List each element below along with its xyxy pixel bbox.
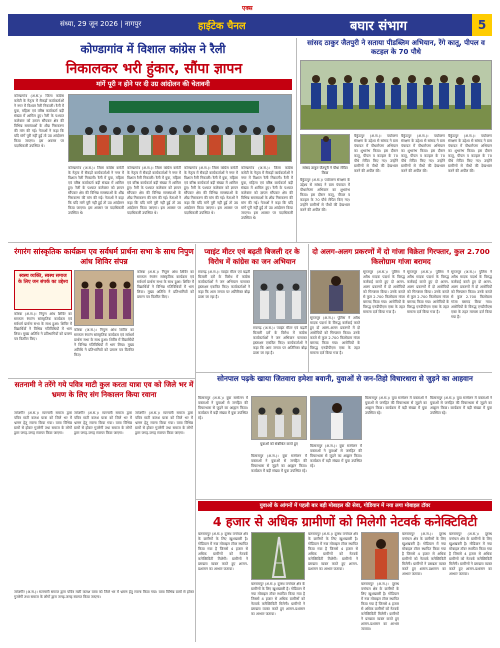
- story1-body-col4: कोण्डागांव (अ.स.)। जिला कांग्रेस कमेटी के नेतृत्व में सैकड़ों कार्यकर्ताओं ने नगर में विशाल रैली निकाली। रैली में युवा, महिला एवं वरिष्ठ कार्यकर्ता बड़ी संख्या में शामिल हुए। रैली के पश्चात कलेक्टर को ज्ञापन सौंपकर क्षेत्र की विभिन्न समस्याओं के शीघ्र निराकरण की मांग की गई। नेताओं ने कहा कि यदि मांगें पूरी नहीं हुईं तो उग्र आंदोलन किया जाएगा। इस अवसर पर पदाधिकारी उपस्थित थे।: [184, 166, 238, 215]
- story6-headline: सतनामी ने तरेंगे गये पवित्र माटी कुल करता यात्रा एव को जिले भर में भ्रमण के लिए संग निकालन किया रवाना: [14, 380, 194, 399]
- story6-body-col1: जांजगीर (अ.स.)। सतनामी समाज द्वारा पवित्र माटी कलश यात्रा को जिले भर में भ्रमण हेतु रवाना किया गया। यात्रा विभिन्न ग्रामों से होकर गुजरेगी तथा समाज के लोगों द्वारा जगह-जगह स्वागत किया जाएगा।: [14, 411, 72, 435]
- v-divider-1: [296, 38, 297, 242]
- speaker-photo: [311, 397, 362, 440]
- story2-body-col4: बैकुंठपुर (अ.स.)। पर्यावरण संरक्षण के उद्देश्य से सांसद ने ग्राम पंचायत में पौधारोपण अभियान का शुभारंभ किया। इस दौरान कातू, पीपल व कटहल के 70 पौधे रोपित किए गए। उन्होंने ग्रामीणों से पौधों की देखभाल करने की अपील की।: [448, 134, 492, 173]
- story6-body-col2: जांजगीर (अ.स.)। सतनामी समाज द्वारा पवित्र माटी कलश यात्रा को जिले भर में भ्रमण हेतु रवाना किया गया। यात्रा विभिन्न ग्रामों से होकर गुजरेगी तथा समाज के लोगों द्वारा जगह-जगह स्वागत किया जाएगा।: [74, 411, 132, 435]
- v-divider-2: [195, 244, 196, 642]
- tower-photo: [252, 533, 305, 580]
- story4-body-col2: रायगढ़ (अ.स.)। प्वाइंट मीटर एवं बढ़ती बिजली दरों के विरोध में कांग्रेस कार्यकर्ताओं ने जन अभियान चलाकर हस्ताक्षर एकत्रित किए। कार्यकर्ताओं ने कहा कि आम जनता पर अतिरिक्त बोझ डाला जा रहा है।: [253, 326, 307, 355]
- story8-photo-2: [361, 532, 399, 580]
- story8-body-col4: बलरामपुर (अ.स.)। दूरस्थ वनांचल क्षेत्र के ग्रामीणों के लिए खुशखबरी है। गोडियान में नया मोबाइल टॉवर स्थापित किया गया है जिससे 4 हजार से अधिक ग्रामीणों को नेटवर्क कनेक्टिविटी मिलेगी। ग्रामीणों ने प्रसन्नता व्यक्त करते हुए शासन-प्रशासन का आभार जताया।: [361, 582, 399, 631]
- story8-body-col5: बलरामपुर (अ.स.)। दूरस्थ वनांचल क्षेत्र के ग्रामीणों के लिए खुशखबरी है। गोडियान में नया मोबाइल टॉवर स्थापित किया गया है जिससे 4 हजार से अधिक ग्रामीणों को नेटवर्क कनेक्टिविटी मिलेगी। ग्रामीणों ने प्रसन्नता व्यक्त करते हुए शासन-प्रशासन का आभार जताया।: [402, 532, 446, 576]
- story1-body-col1: कोण्डागांव (अ.स.)। जिला कांग्रेस कमेटी के नेतृत्व में सैकड़ों कार्यकर्ताओं ने नगर में विशाल रैली निकाली। रैली में युवा, महिला एवं वरिष्ठ कार्यकर्ता बड़ी संख्या में शामिल हुए। रैली के पश्चात कलेक्टर को ज्ञापन सौंपकर क्षेत्र की विभिन्न समस्याओं के शीघ्र निराकरण की मांग की गई। नेताओं ने कहा कि यदि मांगें पूरी नहीं हुईं तो उग्र आंदोलन किया जाएगा। इस अवसर पर पदाधिकारी उपस्थित थे।: [14, 94, 64, 148]
- arrest-photo: [311, 271, 360, 314]
- villager-photo: [362, 533, 399, 580]
- story2-body-col2: बैकुंठपुर (अ.स.)। पर्यावरण संरक्षण के उद्देश्य से सांसद ने ग्राम पंचायत में पौधारोपण अभियान का शुभारंभ किया। इस दौरान कातू, पीपल व कटहल के 70 पौधे रोपित किए गए। उन्होंने ग्रामीणों से पौधों की देखभाल करने की अपील की।: [354, 134, 398, 173]
- h-divider-3: [196, 372, 492, 373]
- story2-body-col1: बैकुंठपुर (अ.स.)। पर्यावरण संरक्षण के उद्देश्य से सांसद ने ग्राम पंचायत में पौधारोपण अभियान का शुभारंभ किया। इस दौरान कातू, पीपल व कटहल के 70 पौधे रोपित किए गए। उन्होंने ग्रामीणों से पौधों की देखभाल करने की अपील की।: [300, 178, 350, 212]
- story5-body-col1: सूरजपुर (अ.स.)। पुलिस ने अवैध मादक पदार्थ के विरुद्ध कार्रवाई करते हुए दो अलग-अलग प्रकरणों में दो आरोपियों को गिरफ्तार किया। उनके कब्जे से कुल 2.700 किलोग्राम गांजा बरामद किया गया। आरोपियों के विरुद्ध एनडीपीएस एक्ट के तहत मामला दर्ज किया गया है।: [310, 316, 360, 355]
- cultural-photo: [75, 271, 134, 326]
- story1-body-col3: कोण्डागांव (अ.स.)। जिला कांग्रेस कमेटी के नेतृत्व में सैकड़ों कार्यकर्ताओं ने नगर में विशाल रैली निकाली। रैली में युवा, महिला एवं वरिष्ठ कार्यकर्ता बड़ी संख्या में शामिल हुए। रैली के पश्चात कलेक्टर को ज्ञापन सौंपकर क्षेत्र की विभिन्न समस्याओं के शीघ्र निराकरण की मांग की गई। नेताओं ने कहा कि यदि मांगें पूरी नहीं हुईं तो उग्र आंदोलन किया जाएगा। इस अवसर पर पदाधिकारी उपस्थित थे।: [127, 166, 181, 215]
- story7-body-col4: बिलासपुर (अ.स.)। युवा सम्मेलन में वक्ताओं ने युवाओं से जनहित की विचारधारा से जुड़ने का आह्वान किया। कार्यक्रम में बड़ी संख्या में युवा उपस्थित रहे।: [430, 396, 492, 415]
- story3-body-col3: कोरबा (अ.स.)। निपुण आंध शिविर का समापन रंगारंग सांस्कृतिक कार्यक्रम एवं सर्वधर्म प्रार्थना सभा के साथ हुआ। शिविर में विद्यार्थियों ने विभिन्न गतिविधियों में भाग लिया। मुख्य अतिथि ने प्रतिभागियों को प्रमाण पत्र वितरित किए।: [137, 270, 194, 299]
- story3-subhead-box: [14, 270, 72, 310]
- story7-body-col2: बिलासपुर (अ.स.)। युवा सम्मेलन में वक्ताओं ने युवाओं से जनहित की विचारधारा से जुड़ने का आह्वान किया। कार्यक्रम में बड़ी संख्या में युवा उपस्थित रहे।: [310, 444, 362, 468]
- story5-body-col2: सूरजपुर (अ.स.)। पुलिस ने अवैध मादक पदार्थ के विरुद्ध कार्रवाई करते हुए दो अलग-अलग प्रकरणों में दो आरोपियों को गिरफ्तार किया। उनके कब्जे से कुल 2.700 किलोग्राम गांजा बरामद किया गया। आरोपियों के विरुद्ध एनडीपीएस एक्ट के तहत मामला दर्ज किया गया है।: [363, 270, 405, 314]
- plantation-photo: [301, 61, 492, 130]
- section-title: बघार संभाग: [350, 19, 407, 34]
- youth-meeting-photo: [252, 397, 307, 440]
- story5-body-col4: सूरजपुर (अ.स.)। पुलिस ने अवैध मादक पदार्थ के विरुद्ध कार्रवाई करते हुए दो अलग-अलग प्रकरणों में दो आरोपियों को गिरफ्तार किया। उनके कब्जे से कुल 2.700 किलोग्राम गांजा बरामद किया गया। आरोपियों के विरुद्ध एनडीपीएस एक्ट के तहत मामला दर्ज किया गया है।: [451, 270, 492, 319]
- story3-photo: [74, 270, 134, 326]
- brand-name: हाईटेक चैनल: [198, 21, 246, 32]
- page-number: 5: [472, 14, 492, 36]
- story4-body-col1: रायगढ़ (अ.स.)। प्वाइंट मीटर एवं बढ़ती बिजली दरों के विरोध में कांग्रेस कार्यकर्ताओं ने जन अभियान चलाकर हस्ताक्षर एकत्रित किए। कार्यकर्ताओं ने कहा कि आम जनता पर अतिरिक्त बोझ डाला जा रहा है।: [198, 270, 250, 299]
- story2-caption: सांसद ठाकुर जैतपुरी ने पौधा रोपित किया: [302, 166, 348, 175]
- story2-body-col3: बैकुंठपुर (अ.स.)। पर्यावरण संरक्षण के उद्देश्य से सांसद ने ग्राम पंचायत में पौधारोपण अभियान का शुभारंभ किया। इस दौरान कातू, पीपल व कटहल के 70 पौधे रोपित किए गए। उन्होंने ग्रामीणों से पौधों की देखभाल करने की अपील की।: [401, 134, 445, 173]
- campaign-photo: [254, 271, 307, 324]
- story7-caption: युवाओं को संबोधित करते हुए: [260, 442, 298, 446]
- story5-headline: दो अलग-अलग प्रकरणों में दो गांजा विक्रेता गिरफ्तार, कुल 2.700 किलोग्राम गांजा बरामद: [312, 247, 490, 266]
- story6-body-col4: जांजगीर (अ.स.)। सतनामी समाज द्वारा पवित्र माटी कलश यात्रा को जिले भर में भ्रमण हेतु रवाना किया गया। यात्रा विभिन्न ग्रामों से होकर गुजरेगी तथा समाज के लोगों द्वारा जगह-जगह स्वागत किया जाएगा।: [14, 590, 194, 599]
- story7-photo-1: [251, 396, 307, 440]
- story2-photo: [300, 60, 492, 130]
- story8-body-col6: बलरामपुर (अ.स.)। दूरस्थ वनांचल क्षेत्र के ग्रामीणों के लिए खुशखबरी है। गोडियान में नया मोबाइल टॉवर स्थापित किया गया है जिससे 4 हजार से अधिक ग्रामीणों को नेटवर्क कनेक्टिविटी मिलेगी। ग्रामीणों ने प्रसन्नता व्यक्त करते हुए शासन-प्रशासन का आभार जताया।: [449, 532, 492, 576]
- story1-body-col2: कोण्डागांव (अ.स.)। जिला कांग्रेस कमेटी के नेतृत्व में सैकड़ों कार्यकर्ताओं ने नगर में विशाल रैली निकाली। रैली में युवा, महिला एवं वरिष्ठ कार्यकर्ता बड़ी संख्या में शामिल हुए। रैली के पश्चात कलेक्टर को ज्ञापन सौंपकर क्षेत्र की विभिन्न समस्याओं के शीघ्र निराकरण की मांग की गई। नेताओं ने कहा कि यदि मांगें पूरी नहीं हुईं तो उग्र आंदोलन किया जाएगा। इस अवसर पर पदाधिकारी उपस्थित थे।: [68, 166, 124, 215]
- story1-body-col5: कोण्डागांव (अ.स.)। जिला कांग्रेस कमेटी के नेतृत्व में सैकड़ों कार्यकर्ताओं ने नगर में विशाल रैली निकाली। रैली में युवा, महिला एवं वरिष्ठ कार्यकर्ता बड़ी संख्या में शामिल हुए। रैली के पश्चात कलेक्टर को ज्ञापन सौंपकर क्षेत्र की विभिन्न समस्याओं के शीघ्र निराकरण की मांग की गई। नेताओं ने कहा कि यदि मांगें पूरी नहीं हुईं तो उग्र आंदोलन किया जाएगा। इस अवसर पर पदाधिकारी उपस्थित थे।: [241, 166, 293, 220]
- story6-body-col3: जांजगीर (अ.स.)। सतनामी समाज द्वारा पवित्र माटी कलश यात्रा को जिले भर में भ्रमण हेतु रवाना किया गया। यात्रा विभिन्न ग्रामों से होकर गुजरेगी तथा समाज के लोगों द्वारा जगह-जगह स्वागत किया जाएगा।: [135, 411, 193, 435]
- story7-body-col1: बिलासपुर (अ.स.)। युवा सम्मेलन में वक्ताओं ने युवाओं से जनहित की विचारधारा से जुड़ने का आह्वान किया। कार्यक्रम में बड़ी संख्या में युवा उपस्थित रहे।: [198, 396, 248, 420]
- story8-body-col1: बलरामपुर (अ.स.)। दूरस्थ वनांचल क्षेत्र के ग्रामीणों के लिए खुशखबरी है। गोडियान में नया मोबाइल टॉवर स्थापित किया गया है जिससे 4 हजार से अधिक ग्रामीणों को नेटवर्क कनेक्टिविटी मिलेगी। ग्रामीणों ने प्रसन्नता व्यक्त करते हुए शासन-प्रशासन का आभार जताया।: [198, 532, 248, 571]
- masthead-logo: एक्स: [242, 5, 253, 12]
- story8-body-col2: बलरामपुर (अ.स.)। दूरस्थ वनांचल क्षेत्र के ग्रामीणों के लिए खुशखबरी है। गोडियान में नया मोबाइल टॉवर स्थापित किया गया है जिससे 4 हजार से अधिक ग्रामीणों को नेटवर्क कनेक्टिविटी मिलेगी। ग्रामीणों ने प्रसन्नता व्यक्त करते हुए शासन-प्रशासन का आभार जताया।: [251, 582, 305, 616]
- newspaper-page: [8, 6, 492, 642]
- story1-subhead: मांगें पूरी न होने पर दी उग्र आंदोलन की चेतावनी: [14, 79, 292, 90]
- story3-subhead: स्वस्थ व्यक्ति, स्वस्थ समाज के लिए जन संपर्क का उद्देश्य: [18, 274, 68, 285]
- story1-headline-main: निकालकर भरी हुंकार, सौंपा ज्ञापन: [65, 61, 243, 77]
- sapling-photo: [301, 135, 350, 164]
- story4-photo: [253, 270, 307, 324]
- h-divider-2: [8, 378, 195, 379]
- rally-photo: [69, 95, 292, 162]
- story3-headline: रंगारंग सांस्कृतिक कार्यक्रम एव सर्वधर्म प्रार्थना सभा के साथ निपुण आंध शिविर संपन्न: [14, 247, 194, 266]
- story1-headline-top: कोण्डागांव में विशाल कांग्रेस ने रैली: [80, 42, 226, 56]
- story7-photo-2: [310, 396, 362, 440]
- story5-body-col3: सूरजपुर (अ.स.)। पुलिस ने अवैध मादक पदार्थ के विरुद्ध कार्रवाई करते हुए दो अलग-अलग प्रकरणों में दो आरोपियों को गिरफ्तार किया। उनके कब्जे से कुल 2.700 किलोग्राम गांजा बरामद किया गया। आरोपियों के विरुद्ध एनडीपीएस एक्ट के तहत मामला दर्ज किया गया है।: [407, 270, 449, 314]
- story7-headline: सोनपाल पढ़के खाया जितवारा हमेशा बवानी, युवाओं से जन-तिहो विचारधारा से जुड़ने का आहवान: [217, 374, 473, 383]
- story3-body-col1: कोरबा (अ.स.)। निपुण आंध शिविर का समापन रंगारंग सांस्कृतिक कार्यक्रम एवं सर्वधर्म प्रार्थना सभा के साथ हुआ। शिविर में विद्यार्थियों ने विभिन्न गतिविधियों में भाग लिया। मुख्य अतिथि ने प्रतिभागियों को प्रमाण पत्र वितरित किए।: [14, 312, 72, 341]
- story3-body-col2: कोरबा (अ.स.)। निपुण आंध शिविर का समापन रंगारंग सांस्कृतिक कार्यक्रम एवं सर्वधर्म प्रार्थना सभा के साथ हुआ। शिविर में विद्यार्थियों ने विभिन्न गतिविधियों में भाग लिया। मुख्य अतिथि ने प्रतिभागियों को प्रमाण पत्र वितरित किए।: [74, 328, 134, 357]
- story5-photo: [310, 270, 360, 314]
- story7-body-col3: बिलासपुर (अ.स.)। युवा सम्मेलन में वक्ताओं ने युवाओं से जनहित की विचारधारा से जुड़ने का आह्वान किया। कार्यक्रम में बड़ी संख्या में युवा उपस्थित रहे।: [365, 396, 427, 415]
- story8-kicker: युवाओं के आंगनों में पहली बार बड़ी मोबाइल की सेवा, गोडियान में नया लगा मोबाइल टॉवर: [198, 501, 492, 511]
- story8-body-col3: बलरामपुर (अ.स.)। दूरस्थ वनांचल क्षेत्र के ग्रामीणों के लिए खुशखबरी है। गोडियान में नया मोबाइल टॉवर स्थापित किया गया है जिससे 4 हजार से अधिक ग्रामीणों को नेटवर्क कनेक्टिविटी मिलेगी। ग्रामीणों ने प्रसन्नता व्यक्त करते हुए शासन-प्रशासन का आभार जताया।: [308, 532, 358, 571]
- story1-photo: [68, 94, 292, 162]
- top-bar: [8, 14, 492, 36]
- v-divider-3: [308, 244, 309, 372]
- story8-photo-1: [251, 532, 305, 580]
- story4-headline: प्वाइंट मीटर एवं बढ़ती बिजली दर के विरोध में कांग्रेस का जन अभियान: [204, 247, 300, 266]
- story8-headline: 4 हजार से अधिक ग्रामीणों को मिलेगी नेटवर्क कनेक्टिविटी: [212, 514, 478, 529]
- story2-headline: सांसद ठाकुर जैतपुरी ने सताया पीडब्लिम अभियान, रेंगे कातू, पीपल व कटहल के 70 पौधे: [307, 39, 485, 56]
- h-divider-4: [196, 499, 492, 500]
- story2-small-photo: [300, 134, 350, 164]
- date-line: संध्या, 29 जून 2026 | नागपुर: [60, 20, 142, 28]
- story7-body-col5: बिलासपुर (अ.स.)। युवा सम्मेलन में वक्ताओं ने युवाओं से जनहित की विचारधारा से जुड़ने का आह्वान किया। कार्यक्रम में बड़ी संख्या में युवा उपस्थित रहे।: [251, 454, 307, 473]
- h-divider-1: [8, 242, 492, 243]
